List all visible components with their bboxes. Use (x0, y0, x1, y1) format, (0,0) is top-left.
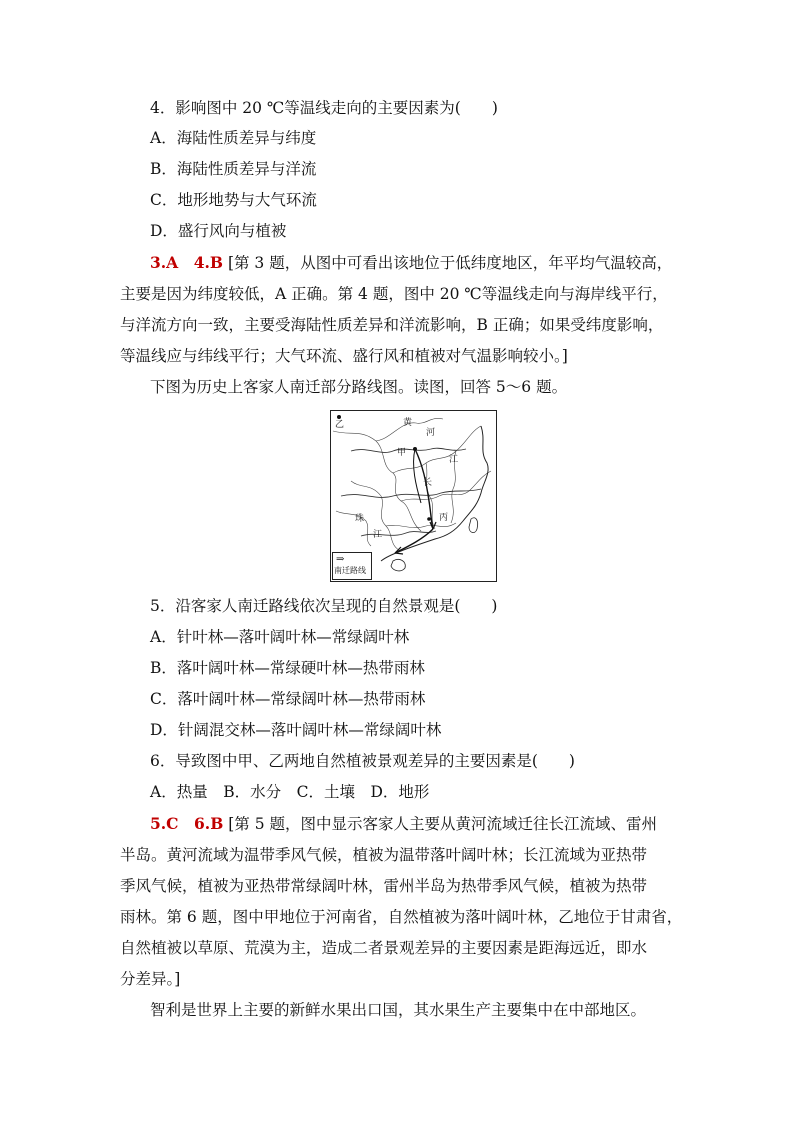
answer-5-6-line: 半岛。黄河流域为温带季风气候，植被为温带落叶阔叶林；长江流域为亚热带 (120, 846, 648, 864)
map-label-jia: 甲 (397, 448, 407, 458)
q5-stem: 5．沿客家人南迁路线依次呈现的自然景观是( ) (150, 597, 498, 615)
answer-3-4-line: 与洋流方向一致，主要受海陆性质差异和洋流影响，B 正确；如果受纬度影响， (120, 316, 664, 334)
q5-option-b: B．落叶阔叶林—常绿硬叶林—热带雨林 (150, 659, 425, 677)
map-label-yi: 乙 (335, 420, 345, 430)
q4-option-b: B．海陆性质差异与洋流 (150, 160, 317, 178)
answer-5-6-first-line (150, 813, 657, 835)
map-label-huang: 黄 (403, 418, 413, 428)
q4-option-d: D．盛行风向与植被 (150, 222, 287, 240)
q4-option-a: A．海陆性质差异与纬度 (150, 129, 317, 147)
answer-5-6-text: [第 5 题，图中显示客家人主要从黄河流域迁往长江流域、雷州 (228, 815, 658, 833)
map-legend (332, 552, 372, 580)
answer-3-4-key: 3.A 4.B (150, 253, 223, 272)
q6-options: A．热量 B．水分 C．土壤 D．地形 (150, 783, 430, 801)
route-arrow-icon: ⇒ (336, 554, 345, 565)
answer-5-6-key: 5.C 6.B (150, 814, 224, 833)
map-label-jiang-1: 江 (449, 455, 459, 465)
q4-stem: 4．影响图中 20 ℃等温线走向的主要因素为( ) (150, 99, 498, 117)
answer-3-4-line: 主要是因为纬度较低，A 正确。第 4 题，图中 20 ℃等温线走向与海岸线平行， (120, 285, 668, 303)
answer-5-6-line: 分差异。] (120, 970, 181, 988)
answer-3-4-line: 等温线应与纬线平行；大气环流、盛行风和植被对气温影响较小。] (120, 347, 568, 365)
answer-3-4-first-line (150, 252, 672, 274)
answer-5-6-line: 季风气候，植被为亚热带常绿阔叶林，雷州半岛为热带季风气候，植被为热带 (120, 877, 648, 895)
q5-option-a: A．针叶林—落叶阔叶林—常绿阔叶林 (150, 628, 410, 646)
map-label-jiang-2: 江 (373, 530, 383, 540)
q6-stem: 6．导致图中甲、乙两地自然植被景观差异的主要因素是( ) (150, 752, 575, 770)
q5-option-c: C．落叶阔叶林—常绿阔叶林—热带雨林 (150, 690, 426, 708)
legend-label: 南迁路线 (334, 566, 366, 575)
intro-5-6: 下图为历史上客家人南迁部分路线图。读图，回答 5～6 题。 (150, 378, 568, 396)
map-label-zhu: 珠 (355, 514, 365, 524)
chile-intro: 智利是世界上主要的新鲜水果出口国，其水果生产主要集中在中部地区。 (150, 1001, 647, 1019)
map-label-chang: 长 (423, 478, 433, 488)
q5-option-d: D．针阔混交林—落叶阔叶林—常绿阔叶林 (150, 721, 442, 739)
q4-option-c: C．地形地势与大气环流 (150, 191, 317, 209)
answer-5-6-line: 雨林。第 6 题，图中甲地位于河南省，自然植被为落叶阔叶林，乙地位于甘肃省， (120, 908, 683, 926)
answer-3-4-text: [第 3 题，从图中可看出该地位于低纬度地区，年平均气温较高， (227, 254, 673, 272)
hakka-migration-map (330, 410, 497, 582)
map-label-he: 河 (426, 428, 436, 438)
map-label-bing: 丙 (439, 513, 449, 523)
answer-5-6-line: 自然植被以草原、荒漠为主，造成二者景观差异的主要因素是距海远近，即水 (120, 939, 648, 957)
